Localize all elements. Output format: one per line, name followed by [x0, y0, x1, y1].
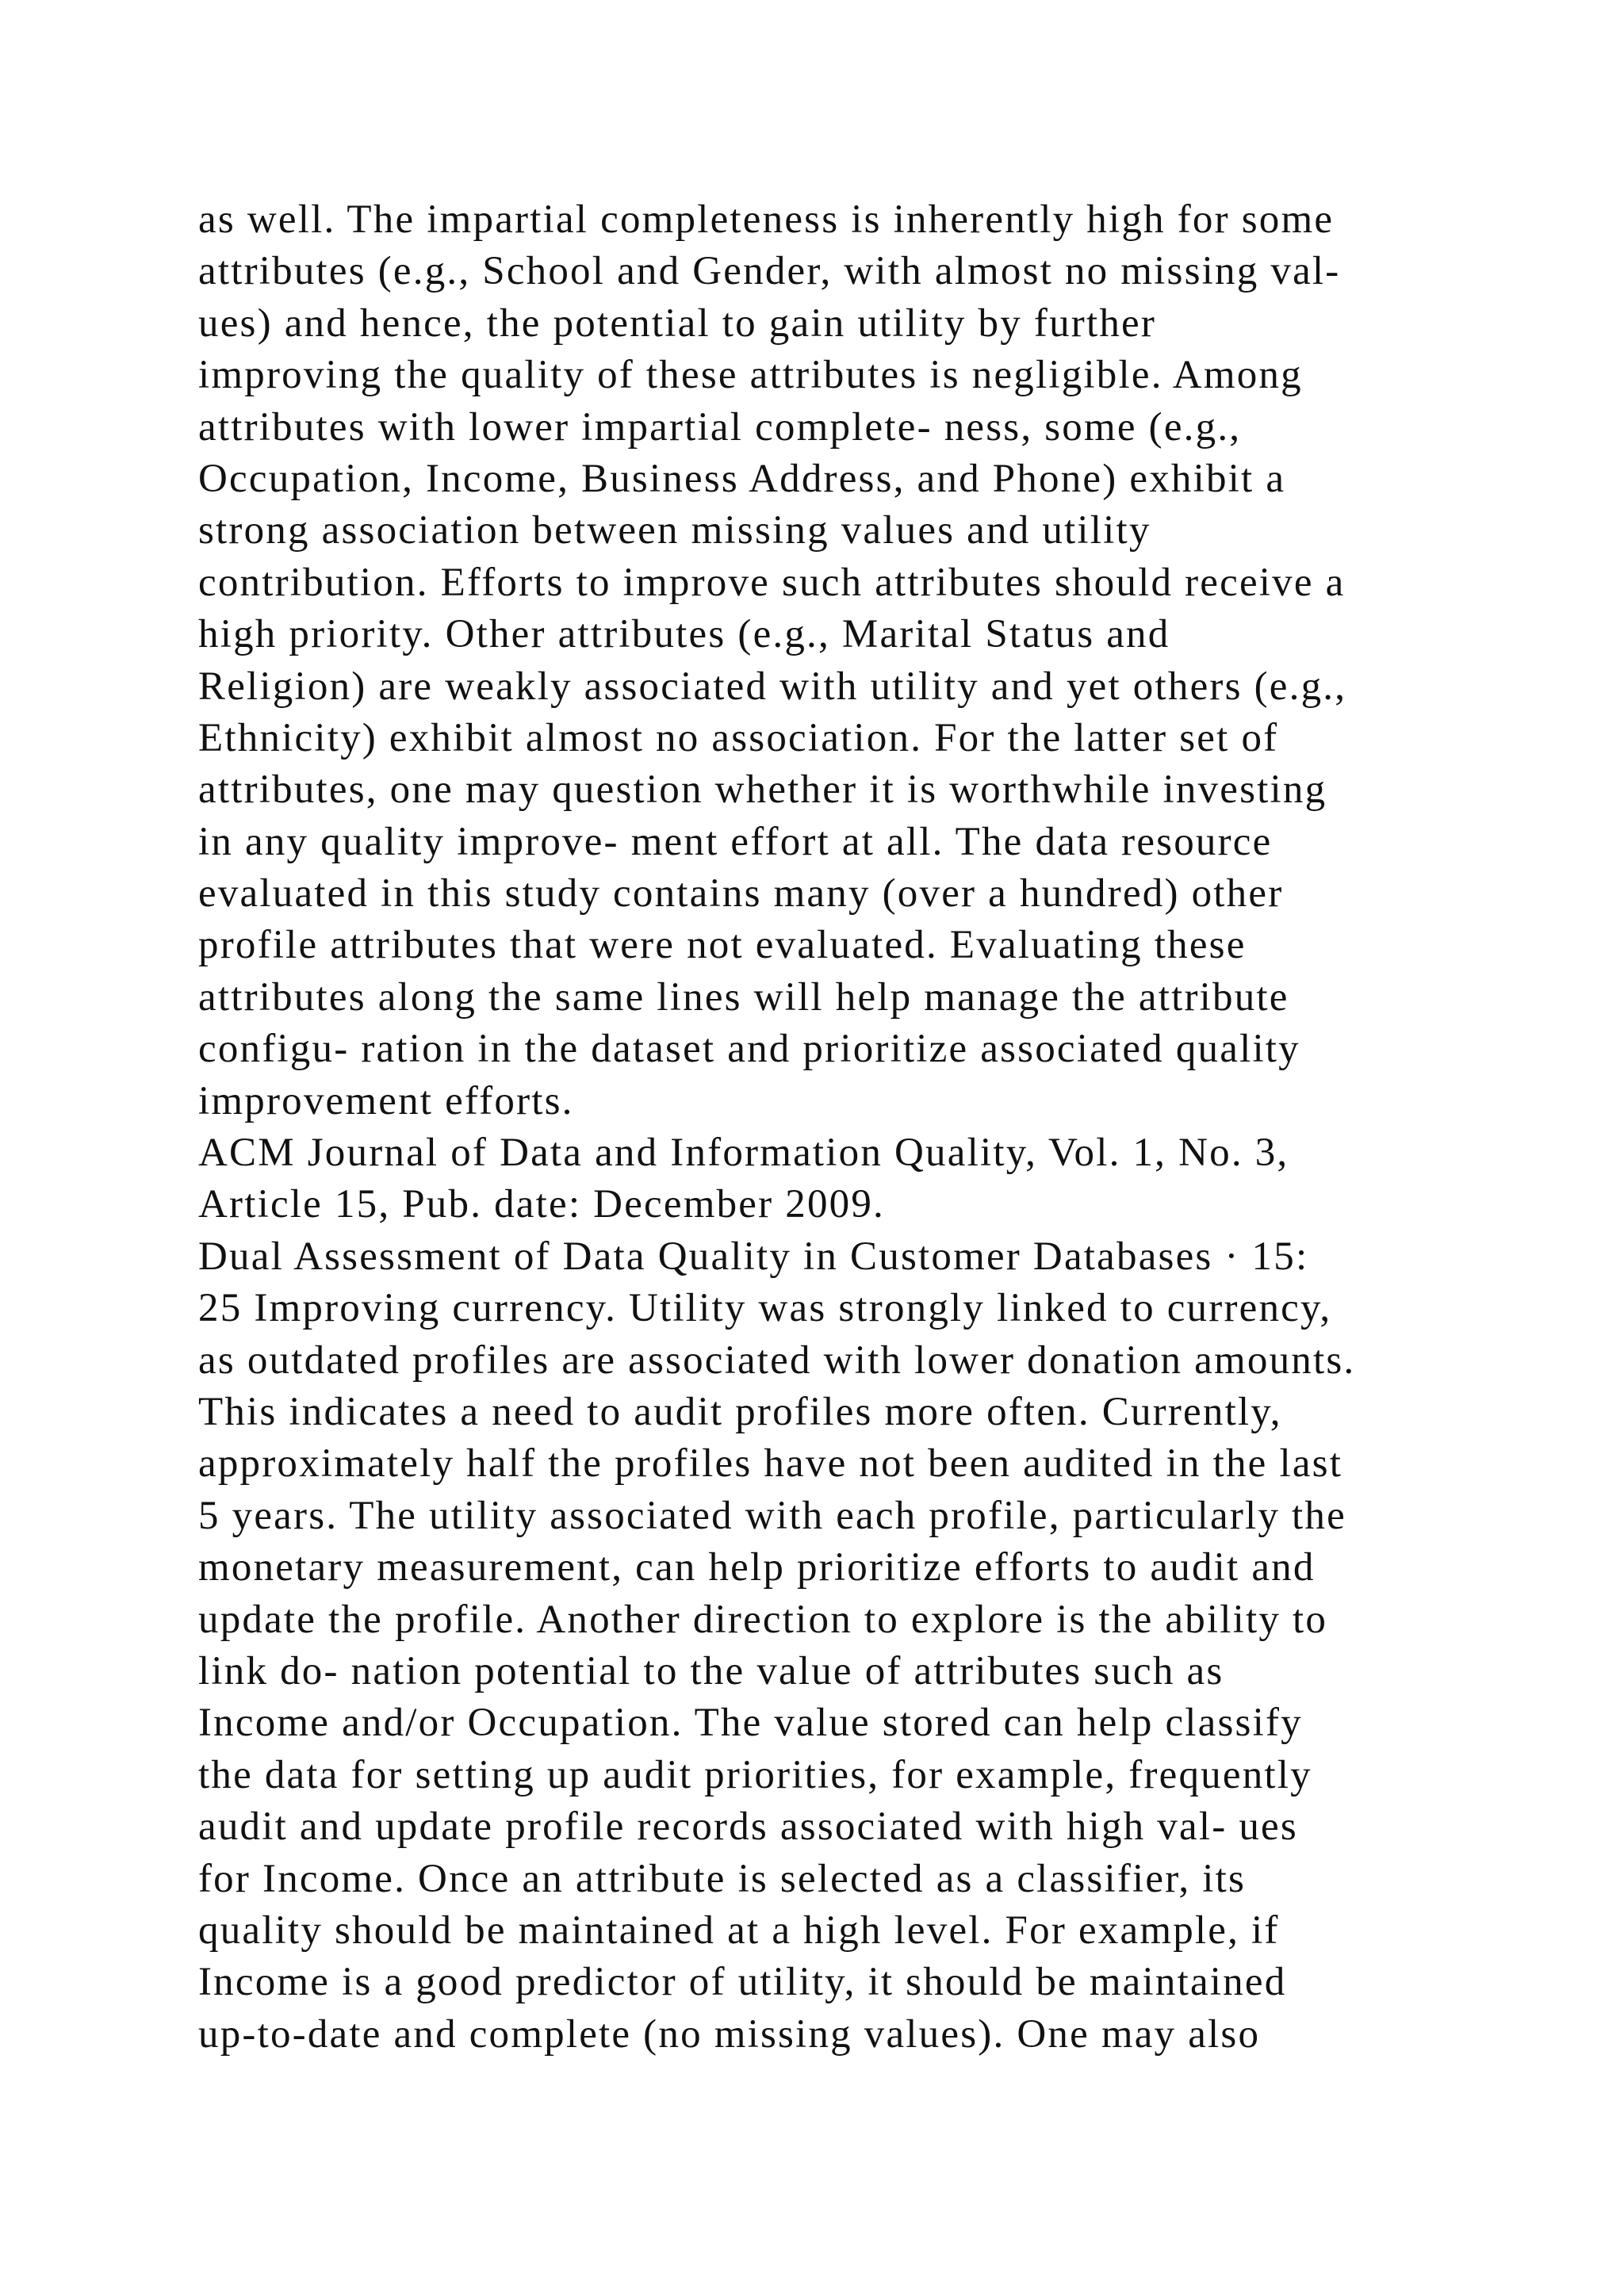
- text-line: monetary measurement, can help prioritize efforts to audit and: [198, 1545, 1316, 1590]
- text-line: Occupation, Income, Business Address, and Phone) exhibit a: [198, 456, 1286, 501]
- text-line: This indicates a need to audit profiles more often. Currently,: [198, 1389, 1282, 1434]
- text-line: as well. The impartial completeness is inherently high for some: [198, 197, 1335, 242]
- text-line: improvement efforts.: [198, 1078, 574, 1123]
- text-line: ues) and hence, the potential to gain utility by further: [198, 300, 1157, 346]
- text-line: Religion) are weakly associated with utility and yet others (e.g.,: [198, 664, 1347, 709]
- journal-citation-line: Article 15, Pub. date: December 2009.: [198, 1182, 885, 1227]
- text-line: update the profile. Another direction to explore is the ability to: [198, 1597, 1328, 1642]
- text-line: improving the quality of these attributes is negligible. Among: [198, 353, 1303, 398]
- text-line: up-to-date and complete (no missing values). One may also: [198, 2011, 1261, 2057]
- text-line: attributes with lower impartial complete- ness, some (e.g.,: [198, 404, 1242, 450]
- text-line: attributes, one may question whether it is worthwhile investing: [198, 767, 1327, 813]
- text-line: attributes (e.g., School and Gender, with almost no missing val-: [198, 249, 1341, 294]
- text-line: audit and update profile records associated with high val- ues: [198, 1804, 1298, 1850]
- text-line: 25 Improving currency. Utility was strongly linked to currency,: [198, 1286, 1332, 1331]
- body-text: [198, 194, 1467, 2061]
- text-line: the data for setting up audit priorities, for example, frequently: [198, 1752, 1312, 1797]
- text-line: evaluated in this study contains many (over a hundred) other: [198, 871, 1284, 916]
- text-line: profile attributes that were not evaluated. Evaluating these: [198, 923, 1247, 968]
- text-line: Income is a good predictor of utility, it should be maintained: [198, 1960, 1287, 2005]
- text-line: high priority. Other attributes (e.g., Marital Status and: [198, 612, 1170, 657]
- running-header-line: Dual Assessment of Data Quality in Customer Databases · 15:: [198, 1234, 1309, 1279]
- text-line: configu- ration in the dataset and prioritize associated quality: [198, 1027, 1300, 1072]
- text-line: strong association between missing values and utility: [198, 508, 1151, 553]
- text-line: in any quality improve- ment effort at all. The data resource: [198, 819, 1273, 864]
- text-line: Ethnicity) exhibit almost no association. For the latter set of: [198, 715, 1279, 760]
- text-line: attributes along the same lines will help manage the attribute: [198, 974, 1289, 1020]
- text-line: link do- nation potential to the value of attributes such as: [198, 1648, 1224, 1693]
- text-line: for Income. Once an attribute is selected as a classifier, its: [198, 1856, 1247, 1901]
- journal-citation-line: ACM Journal of Data and Information Quality, Vol. 1, No. 3,: [198, 1131, 1289, 1176]
- text-line: approximately half the profiles have not been audited in the last: [198, 1441, 1343, 1487]
- text-line: 5 years. The utility associated with each profile, particularly the: [198, 1493, 1346, 1538]
- text-line: as outdated profiles are associated with lower donation amounts.: [198, 1337, 1356, 1383]
- text-line: quality should be maintained at a high level. For example, if: [198, 1908, 1280, 1953]
- text-line: contribution. Efforts to improve such attributes should receive a: [198, 560, 1346, 605]
- text-line: Income and/or Occupation. The value stored can help classify: [198, 1701, 1303, 1746]
